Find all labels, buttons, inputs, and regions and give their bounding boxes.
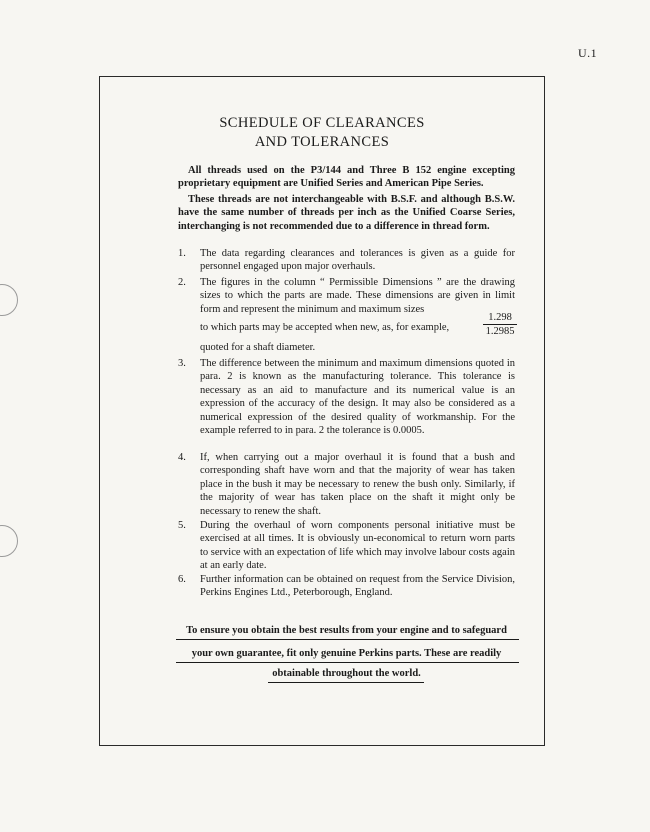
notice-line-2: your own guarantee, fit only genuine Perkins parts. These are readily (191, 648, 502, 659)
list-item-number: 3. (178, 358, 186, 369)
list-item-text: During the overhaul of worn components personal initiative must be exercised at all times. It is obviously un-economical to return worn parts to service with an expectation of life which may involve labour costs again at an early date. (200, 520, 515, 572)
list-item-text-3: quoted for a shaft diameter. (200, 342, 316, 353)
list-item-text-2: to which parts may be accepted when new, as, for example, (200, 322, 450, 333)
example-fraction (483, 312, 517, 338)
fraction-upper: 1.298 (483, 312, 517, 325)
list-item-number: 6. (178, 574, 186, 585)
page-id: U.1 (578, 46, 598, 60)
list-item-text: The difference between the minimum and maximum dimensions quoted in para. 2 is known as the manufacturing tolerance. This tolerance is necessary as an aid to manufacture and its numerical value is an expression of the accuracy of the design. It may also be considered as a numerical expression of the desired quality of workmanship. For the example referred to in para. 2 the tolerance is 0.0005. (200, 358, 515, 437)
document-title-line1: SCHEDULE OF CLEARANCES (219, 115, 425, 131)
list-item-text: The data regarding clearances and tolerances is given as a guide for personnel engaged upon major overhauls. (200, 248, 515, 273)
notice-line-1: To ensure you obtain the best results from your engine and to safeguard (186, 625, 507, 636)
list-item-number: 1. (178, 248, 186, 259)
intro-paragraph-1-text: All threads used on the P3/144 and Three B 152 engine excepting proprietary equipment are Unified Series and American Pipe Series. (178, 165, 515, 190)
list-item-text: Further information can be obtained on request from the Service Division, Perkins Engines Ltd., Peterborough, England. (200, 574, 515, 599)
fraction-lower: 1.2985 (485, 326, 515, 337)
intro-paragraph-2 (178, 193, 515, 233)
notice-rule-2 (176, 662, 519, 663)
list-item-number: 4. (178, 452, 186, 463)
list-item-text: If, when carrying out a major overhaul it is found that a bush and corresponding shaft have worn and that the majority of wear has taken place in the bush it may be necessary to renew the bush only. Similarly, if the majority of wear has taken place on the shaft it might only be necessary to renew the shaft. (200, 452, 515, 517)
list-item-text: The figures in the column “ Permissible Dimensions ” are the drawing sizes to which the parts are made. These dimensions are given in limit form and represent the minimum and maximum sizes (200, 277, 515, 315)
intro-paragraph-2-text: These threads are not interchangeable with B.S.F. and although B.S.W. have the same number of threads per inch as the Unified Coarse Series, interchanging is not recommended due to a difference in thread form. (178, 194, 515, 232)
punch-hole-bottom (0, 525, 18, 557)
document-title-line2: AND TOLERANCES (254, 134, 390, 150)
list-item-number: 2. (178, 277, 186, 288)
list-item-number: 5. (178, 520, 186, 531)
notice-rule-3 (268, 682, 424, 683)
notice-line-3: obtainable throughout the world. (272, 668, 421, 679)
notice-rule-1 (176, 639, 519, 640)
intro-paragraph-1 (178, 164, 515, 191)
punch-hole-top (0, 284, 18, 316)
